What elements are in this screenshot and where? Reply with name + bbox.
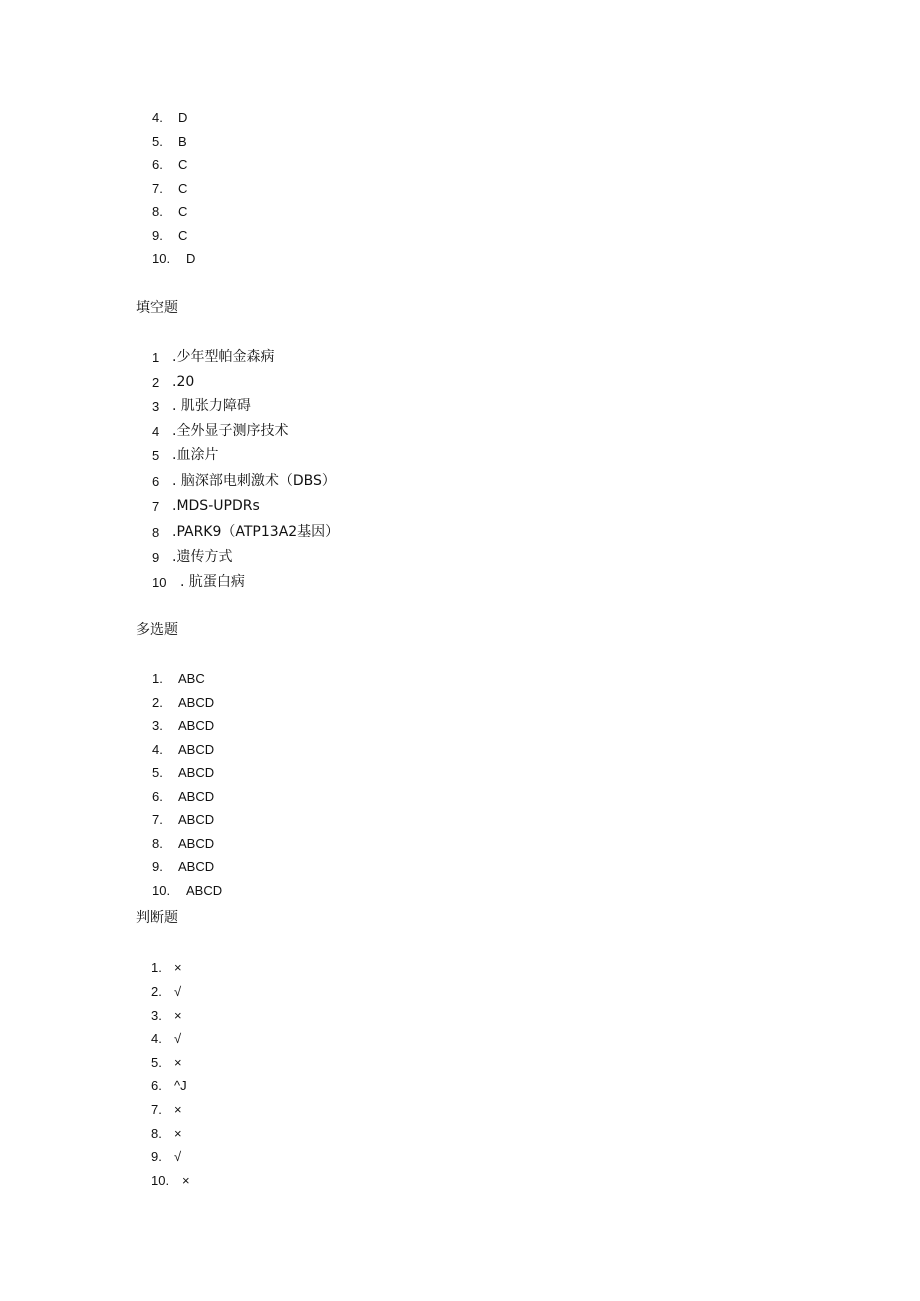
item-answer: D [178, 110, 188, 125]
item-number: 8. [151, 1126, 162, 1141]
item-number: 7. [151, 1102, 162, 1117]
item-answer: .20 [172, 374, 195, 390]
item-answer: C [178, 181, 188, 196]
item-number: 10. [152, 251, 171, 266]
item-number: 2. [151, 984, 162, 999]
item-answer: × [182, 1173, 190, 1188]
item-answer: D [186, 251, 196, 266]
item-number: 3. [151, 1008, 162, 1023]
item-answer: ABCD [178, 789, 215, 804]
item-number: 2. [152, 695, 163, 710]
item-answer: C [178, 204, 188, 219]
item-number: 1. [151, 960, 162, 975]
item-number: 9. [151, 1149, 162, 1164]
item-answer: ABCD [178, 836, 215, 851]
item-answer: B [178, 134, 187, 149]
item-number: 7 [152, 499, 160, 514]
section-heading-true-false: 判断题 [136, 910, 178, 926]
item-number: 8. [152, 836, 163, 851]
item-answer: ABCD [186, 883, 223, 898]
item-answer: ABCD [178, 812, 215, 827]
item-number: 1. [152, 671, 163, 686]
item-number: 10 [152, 575, 167, 590]
section-heading-multi-choice: 多选题 [136, 622, 178, 638]
item-answer: × [174, 1008, 182, 1023]
item-number: 5. [152, 134, 163, 149]
item-number: 6. [152, 789, 163, 804]
item-number: 5 [152, 448, 160, 463]
item-answer: ^J [174, 1078, 187, 1093]
item-number: 4. [152, 110, 163, 125]
item-answer: C [178, 228, 188, 243]
item-answer: ABCD [178, 695, 215, 710]
item-answer: .全外显子测序技术 [172, 423, 289, 439]
item-answer: ABCD [178, 765, 215, 780]
item-number: 2 [152, 375, 160, 390]
item-answer: . 脑深部电刺激术（DBS） [172, 473, 336, 489]
item-answer: × [174, 1055, 182, 1070]
item-answer: ABCD [178, 859, 215, 874]
item-number: 6. [151, 1078, 162, 1093]
item-answer: C [178, 157, 188, 172]
section-heading-fill-blank: 填空题 [136, 300, 178, 316]
item-number: 6 [152, 474, 160, 489]
item-number: 4. [151, 1031, 162, 1046]
item-answer: . 肌张力障碍 [172, 398, 251, 414]
item-number: 10. [151, 1173, 170, 1188]
item-answer: × [174, 1126, 182, 1141]
item-answer: √ [174, 984, 182, 999]
item-answer: .遗传方式 [172, 549, 233, 565]
item-answer: ABC [178, 671, 205, 686]
item-number: 3 [152, 399, 160, 414]
item-number: 3. [152, 718, 163, 733]
item-answer: .MDS-UPDRs [172, 498, 260, 514]
item-answer: .少年型帕金森病 [172, 349, 275, 365]
item-answer: ABCD [178, 742, 215, 757]
item-number: 1 [152, 350, 160, 365]
item-number: 4. [152, 742, 163, 757]
item-answer: × [174, 960, 182, 975]
item-answer: √ [174, 1149, 182, 1164]
item-number: 5. [151, 1055, 162, 1070]
item-number: 8 [152, 525, 160, 540]
item-answer: . 肮蛋白病 [180, 574, 245, 590]
item-number: 10. [152, 883, 171, 898]
item-number: 9 [152, 550, 160, 565]
item-answer: .PARK9（ATP13A2基因） [172, 524, 340, 540]
item-number: 7. [152, 812, 163, 827]
item-number: 4 [152, 424, 160, 439]
item-answer: √ [174, 1031, 182, 1046]
item-answer: × [174, 1102, 182, 1117]
item-answer: .血涂片 [172, 447, 219, 463]
item-number: 5. [152, 765, 163, 780]
item-number: 9. [152, 228, 163, 243]
item-number: 8. [152, 204, 163, 219]
item-number: 6. [152, 157, 163, 172]
item-answer: ABCD [178, 718, 215, 733]
item-number: 9. [152, 859, 163, 874]
item-number: 7. [152, 181, 163, 196]
